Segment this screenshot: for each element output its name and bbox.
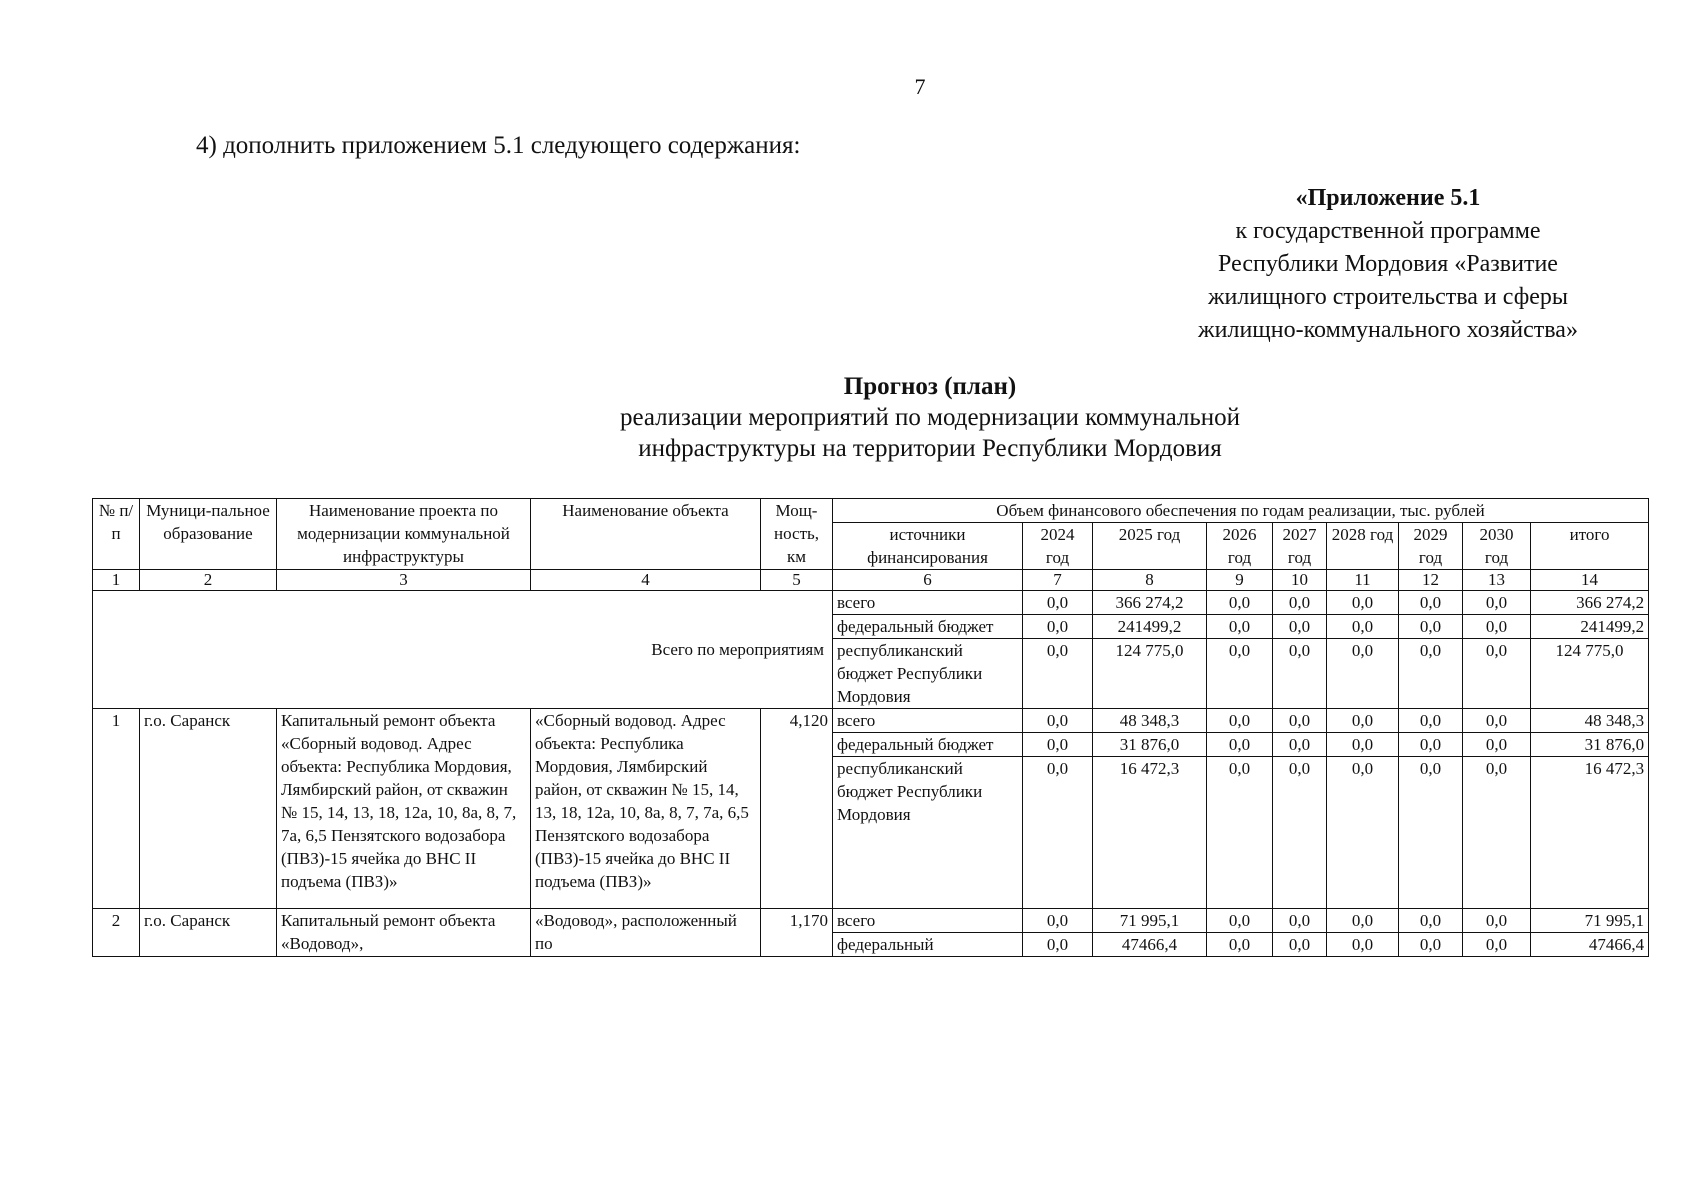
appendix-title: «Приложение 5.1 <box>1295 185 1481 211</box>
value-cell: 0,0 <box>1463 591 1531 615</box>
value-cell: 0,0 <box>1327 733 1399 757</box>
column-number: 9 <box>1207 570 1273 591</box>
value-cell: 0,0 <box>1023 757 1093 909</box>
value-cell: 366 274,2 <box>1093 591 1207 615</box>
total-cell: 241499,2 <box>1531 615 1649 639</box>
header-municipality: Муници-пальное образование <box>140 499 277 570</box>
item-num: 2 <box>93 909 140 957</box>
header-year: 2028 год <box>1327 523 1399 570</box>
value-cell: 0,0 <box>1207 933 1273 957</box>
header-year: 2024 год <box>1023 523 1093 570</box>
total-cell: 16 472,3 <box>1531 757 1649 909</box>
header-row <box>93 499 1649 523</box>
header-financing-group: Объем финансового обеспечения по годам реализации, тыс. рублей <box>833 499 1649 523</box>
page-number: 7 <box>914 74 926 99</box>
column-number: 10 <box>1273 570 1327 591</box>
value-cell: 0,0 <box>1327 615 1399 639</box>
column-number: 2 <box>140 570 277 591</box>
column-number: 12 <box>1399 570 1463 591</box>
value-cell: 0,0 <box>1327 709 1399 733</box>
value-cell: 0,0 <box>1399 757 1463 909</box>
total-cell: 47466,4 <box>1531 933 1649 957</box>
value-cell: 48 348,3 <box>1093 709 1207 733</box>
value-cell: 47466,4 <box>1093 933 1207 957</box>
value-cell: 16 472,3 <box>1093 757 1207 909</box>
source-cell: республиканский бюджет Республики Мордовия <box>833 639 1023 709</box>
value-cell: 0,0 <box>1463 709 1531 733</box>
total-cell: 124 775,0 <box>1531 639 1649 709</box>
value-cell: 0,0 <box>1207 615 1273 639</box>
source-cell: республиканский бюджет Республики Мордовия <box>833 757 1023 909</box>
value-cell: 0,0 <box>1273 933 1327 957</box>
total-cell: 71 995,1 <box>1531 909 1649 933</box>
value-cell: 0,0 <box>1327 909 1399 933</box>
header-sources: источники финансирования <box>833 523 1023 570</box>
forecast-table <box>92 498 1649 957</box>
value-cell: 0,0 <box>1399 615 1463 639</box>
value-cell: 31 876,0 <box>1093 733 1207 757</box>
value-cell: 0,0 <box>1273 591 1327 615</box>
item-row <box>93 709 1649 733</box>
column-number: 1 <box>93 570 140 591</box>
header-year: 2027 год <box>1273 523 1327 570</box>
header-project: Наименование проекта по модернизации коммунальной инфраструктуры <box>277 499 531 570</box>
header-total: итого <box>1531 523 1649 570</box>
value-cell: 0,0 <box>1463 615 1531 639</box>
value-cell: 0,0 <box>1327 639 1399 709</box>
value-cell: 0,0 <box>1273 615 1327 639</box>
item-municipality: г.о. Саранск <box>140 709 277 909</box>
value-cell: 0,0 <box>1399 591 1463 615</box>
value-cell: 0,0 <box>1399 709 1463 733</box>
value-cell: 0,0 <box>1327 591 1399 615</box>
appendix-line: жилищного строительства и сферы <box>1207 284 1569 310</box>
source-cell: всего <box>833 709 1023 733</box>
header-object: Наименование объекта <box>531 499 761 570</box>
item-object: «Сборный водовод. Адрес объекта: Республика Мордовия, Лямбирский район, от скважин № 15, 14, 13, 18, 12а, 10, 8а, 8, 7, 7а, 6,5 Пензятского водозабора (ПВЗ)-15 ячейка до ВНС II подъема (ПВЗ)» <box>531 709 761 909</box>
item-capacity: 4,120 <box>761 709 833 909</box>
item-municipality: г.о. Саранск <box>140 909 277 957</box>
value-cell: 241499,2 <box>1093 615 1207 639</box>
value-cell: 0,0 <box>1399 909 1463 933</box>
column-number: 7 <box>1023 570 1093 591</box>
value-cell: 71 995,1 <box>1093 909 1207 933</box>
value-cell: 0,0 <box>1327 933 1399 957</box>
value-cell: 0,0 <box>1207 909 1273 933</box>
source-cell: федеральный бюджет <box>833 615 1023 639</box>
item-project: Капитальный ремонт объекта «Водовод», <box>277 909 531 957</box>
summary-label: Всего по мероприятиям <box>93 591 833 709</box>
total-cell: 31 876,0 <box>1531 733 1649 757</box>
source-cell: федеральный <box>833 933 1023 957</box>
appendix-heading <box>1108 182 1668 347</box>
value-cell: 124 775,0 <box>1093 639 1207 709</box>
value-cell: 0,0 <box>1023 733 1093 757</box>
item-project: Капитальный ремонт объекта «Сборный водовод. Адрес объекта: Республика Мордовия, Лямбирский район, от скважин № 15, 14, 13, 18, 12а, 10, 8а, 8, 7, 7а, 6,5 Пензятского водозабора (ПВЗ)-15 ячейка до ВНС II подъема (ПВЗ)» <box>277 709 531 909</box>
column-number-row <box>93 570 1649 591</box>
value-cell: 0,0 <box>1399 933 1463 957</box>
item-capacity: 1,170 <box>761 909 833 957</box>
value-cell: 0,0 <box>1273 909 1327 933</box>
value-cell: 0,0 <box>1273 733 1327 757</box>
intro-text: 4) дополнить приложением 5.1 следующего содержания: <box>196 132 801 159</box>
value-cell: 0,0 <box>1023 615 1093 639</box>
header-year: 2025 год <box>1093 523 1207 570</box>
source-cell: всего <box>833 591 1023 615</box>
value-cell: 0,0 <box>1207 709 1273 733</box>
item-num: 1 <box>93 709 140 909</box>
appendix-line: жилищно-коммунального хозяйства» <box>1198 317 1578 343</box>
column-number: 11 <box>1327 570 1399 591</box>
summary-row <box>93 591 1649 615</box>
item-object: «Водовод», расположенный по <box>531 909 761 957</box>
header-year: 2029 год <box>1399 523 1463 570</box>
value-cell: 0,0 <box>1463 733 1531 757</box>
source-cell: всего <box>833 909 1023 933</box>
value-cell: 0,0 <box>1463 909 1531 933</box>
value-cell: 0,0 <box>1273 639 1327 709</box>
column-number: 8 <box>1093 570 1207 591</box>
column-number: 13 <box>1463 570 1531 591</box>
total-cell: 366 274,2 <box>1531 591 1649 615</box>
value-cell: 0,0 <box>1273 709 1327 733</box>
column-number: 4 <box>531 570 761 591</box>
column-number: 3 <box>277 570 531 591</box>
header-year: 2026 год <box>1207 523 1273 570</box>
document-title-bold: Прогноз (план) <box>843 373 1017 400</box>
header-year: 2030 год <box>1463 523 1531 570</box>
value-cell: 0,0 <box>1023 709 1093 733</box>
value-cell: 0,0 <box>1023 639 1093 709</box>
value-cell: 0,0 <box>1399 639 1463 709</box>
value-cell: 0,0 <box>1207 639 1273 709</box>
document-title-line: реализации мероприятий по модернизации коммунальной <box>619 404 1241 431</box>
appendix-line: Республики Мордовия «Развитие <box>1218 251 1558 277</box>
value-cell: 0,0 <box>1023 933 1093 957</box>
document-title-line: инфраструктуры на территории Республики Мордовия <box>638 435 1222 462</box>
value-cell: 0,0 <box>1207 591 1273 615</box>
value-cell: 0,0 <box>1463 933 1531 957</box>
column-number: 6 <box>833 570 1023 591</box>
value-cell: 0,0 <box>1463 757 1531 909</box>
total-cell: 48 348,3 <box>1531 709 1649 733</box>
column-number: 5 <box>761 570 833 591</box>
value-cell: 0,0 <box>1207 733 1273 757</box>
value-cell: 0,0 <box>1327 757 1399 909</box>
column-number: 14 <box>1531 570 1649 591</box>
value-cell: 0,0 <box>1463 639 1531 709</box>
value-cell: 0,0 <box>1023 909 1093 933</box>
document-title <box>430 371 1430 464</box>
value-cell: 0,0 <box>1023 591 1093 615</box>
source-cell: федеральный бюджет <box>833 733 1023 757</box>
header-num: № п/п <box>93 499 140 570</box>
header-capacity: Мощ-ность, км <box>761 499 833 570</box>
appendix-line: к государственной программе <box>1235 218 1541 244</box>
value-cell: 0,0 <box>1399 733 1463 757</box>
item-row <box>93 909 1649 933</box>
value-cell: 0,0 <box>1207 757 1273 909</box>
value-cell: 0,0 <box>1273 757 1327 909</box>
